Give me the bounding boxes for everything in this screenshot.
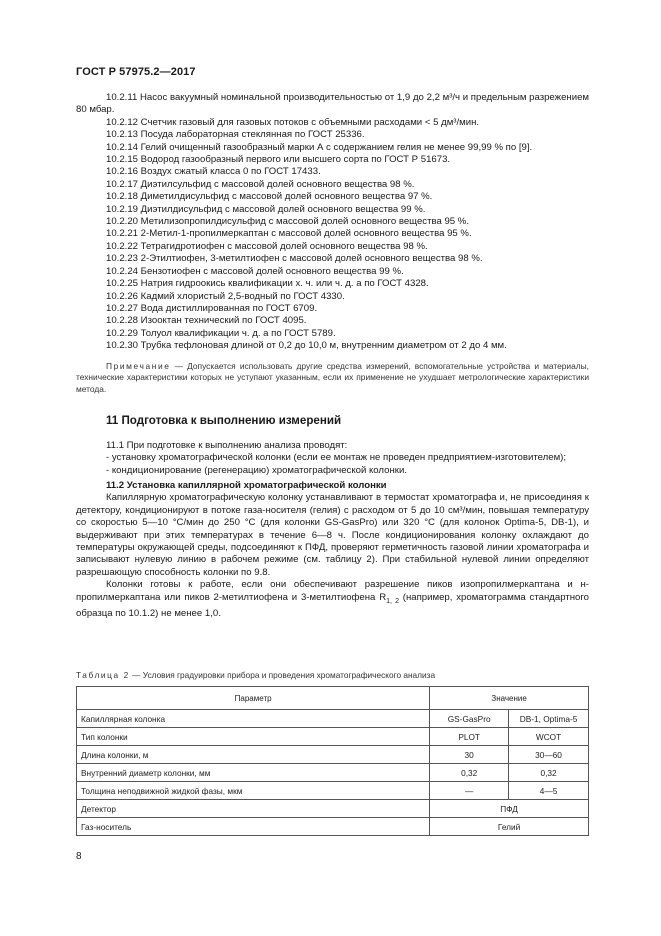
table-cell: Длина колонки, м: [77, 746, 430, 764]
list-item: 10.2.26 Кадмий хлористый 2,5-водный по ГОСТ 4330.: [106, 290, 345, 302]
paragraph-text: Колонки готовы к работе, если они обеспечивают разрешение пиков изопропилмеркаптана и н-пропилмеркаптана или пиков 2-метилтиофена и 3-метилтиофена R: [76, 579, 589, 603]
table-cell: Детектор: [77, 800, 430, 818]
table-cell: Газ-носитель: [77, 818, 430, 836]
table-row: [77, 728, 589, 746]
list-item: 10.2.28 Изооктан технический по ГОСТ 4095.: [106, 315, 307, 327]
table-row: [77, 746, 589, 764]
list-item: 10.2.30 Трубка тефлоновая длиной от 0,2 до 10,0 м, внутренним диаметром от 2 до 4 мм.: [106, 340, 507, 352]
list-item: 10.2.19 Диэтилдисульфид с массовой долей основного вещества 99 %.: [106, 203, 426, 215]
table-cell: GS-GasPro: [430, 710, 509, 728]
paragraph: Капиллярную хроматографическую колонку устанавливают в термостат хроматографа и, не присоединяя к детектору, кондиционируют в потоке газа-носителя (гелия) с расходом от 5 до 10 см³/мин, повышая температуру со скоростью 5—10 °С/мин до 250 °С (для колонки GS-GasPro) или 320 °С (для колонок Optima-5, DB-1), и выдерживают при этих температурах в течение 6—8 ч. После кондиционирования колонку охлаждают до температуры окружающей среды, подсоединяют к ПФД, проверяют герметичность газовой линии хроматографа и записывают нулевую линию в рабочем режиме (см. таблицу 2). При стабильной нулевой линии определяют разрешающую способность колонки по 9.8.: [76, 492, 589, 578]
table-cell: PLOT: [430, 728, 509, 746]
table-row: [77, 818, 589, 836]
page-number: 8: [76, 851, 82, 862]
list-item: 10.2.25 Натрия гидроокись квалификации х. ч. или ч. д. а по ГОСТ 4328.: [106, 278, 429, 290]
list-item: 10.2.18 Диметилдисульфид с массовой долей основного вещества 97 %.: [106, 191, 433, 203]
list-item: 10.2.12 Счетчик газовый для газовых потоков с объемными расходами < 5 дм³/мин.: [106, 116, 480, 128]
table-caption-lead: Таблица 2: [76, 670, 130, 680]
table-cell: 4—5: [509, 782, 589, 800]
document-header: ГОСТ Р 57975.2—2017: [76, 66, 196, 78]
list-item: 10.2.17 Диэтилсульфид с массовой долей основного вещества 98 %.: [106, 178, 415, 190]
section-title: 11 Подготовка к выполнению измерений: [106, 414, 342, 428]
list-item: 10.2.14 Гелий очищенный газообразный марки А с содержанием гелия не менее 99,99 % по [9].: [106, 141, 533, 153]
table-cell: ПФД: [430, 800, 589, 818]
note: [76, 361, 589, 396]
table-row: [77, 710, 589, 728]
list-item: 10.2.27 Вода дистиллированная по ГОСТ 6709.: [106, 302, 318, 314]
table-cell: Толщина неподвижной жидкой фазы, мкм: [77, 782, 430, 800]
list-item: 10.2.15 Водород газообразный первого или высшего сорта по ГОСТ Р 51673.: [106, 154, 451, 166]
note-lead: Примечание: [106, 360, 171, 371]
paragraph-text: (например, хроматограмма стандартного образца по 10.1.2) не менее 1,0.: [76, 591, 589, 619]
paragraph: - установку хроматографической колонки (если ее монтаж не проведен предприятием-изготовителем);: [106, 452, 567, 464]
table-row: [77, 800, 589, 818]
table-cell: 30: [430, 746, 509, 764]
table-cell: 30—60: [509, 746, 589, 764]
list-item: 10.2.29 Толуол квалификации ч. д. а по ГОСТ 5789.: [106, 327, 336, 339]
list-item: 10.2.20 Метилизопропилдисульфид с массовой долей основного вещества 95 %.: [106, 216, 470, 228]
table-header-row: [77, 687, 589, 710]
table-caption: [76, 670, 435, 680]
list-item: 10.2.21 2-Метил-1-пропилмеркаптан с массовой долей основного вещества 95 %.: [106, 228, 472, 240]
list-item: 10.2.13 Посуда лабораторная стеклянная по ГОСТ 25336.: [106, 129, 365, 141]
paragraph: 11.1 При подготовке к выполнению анализа проводят:: [106, 439, 348, 451]
list-item: 10.2.22 Тетрагидротиофен с массовой долей основного вещества 98 %.: [106, 240, 428, 252]
list-item: 10.2.11 Насос вакуумный номинальной производительностью от 1,9 до 2,2 м³/ч и предельным разрежением 80 мбар.: [76, 92, 589, 116]
table-row: [77, 782, 589, 800]
subsection-title: 11.2 Установка капиллярной хроматографической колонки: [106, 479, 387, 491]
table-header-cell: Значение: [430, 687, 589, 710]
table-cell: Внутренний диаметр колонки, мм: [77, 764, 430, 782]
note-text: — Допускается использовать другие средства измерений, вспомогательные устройства и материалы, технические характеристики которых не уступают указанным, если их применение не ухудшает метрологические характеристики метода.: [76, 360, 589, 394]
table-cell: 0,32: [509, 764, 589, 782]
table-row: [77, 764, 589, 782]
table-cell: —: [430, 782, 509, 800]
list-item: 10.2.23 2-Этилтиофен, 3-метилтиофен с массовой долей основного вещества 98 %.: [106, 253, 483, 265]
table-cell: 0,32: [430, 764, 509, 782]
table-caption-text: — Условия градуировки прибора и проведения хроматографического анализа: [129, 670, 436, 680]
table-cell: WCOT: [509, 728, 589, 746]
table-cell: Гелий: [430, 818, 589, 836]
paragraph: - кондиционирование (регенерацию) хроматографической колонки.: [106, 464, 407, 476]
subscript: 1, 2: [386, 597, 399, 605]
paragraph: [76, 579, 589, 620]
table-header-cell: Параметр: [77, 687, 430, 710]
list-item: 10.2.16 Воздух сжатый класса 0 по ГОСТ 17433.: [106, 166, 321, 178]
table-cell: Капиллярная колонка: [77, 710, 430, 728]
table-cell: Тип колонки: [77, 728, 430, 746]
list-item: 10.2.24 Бензотиофен с массовой долей основного вещества 99 %.: [106, 265, 404, 277]
document-body: [76, 92, 589, 620]
conditions-table: [76, 686, 589, 836]
table-cell: DB-1, Optima-5: [509, 710, 589, 728]
